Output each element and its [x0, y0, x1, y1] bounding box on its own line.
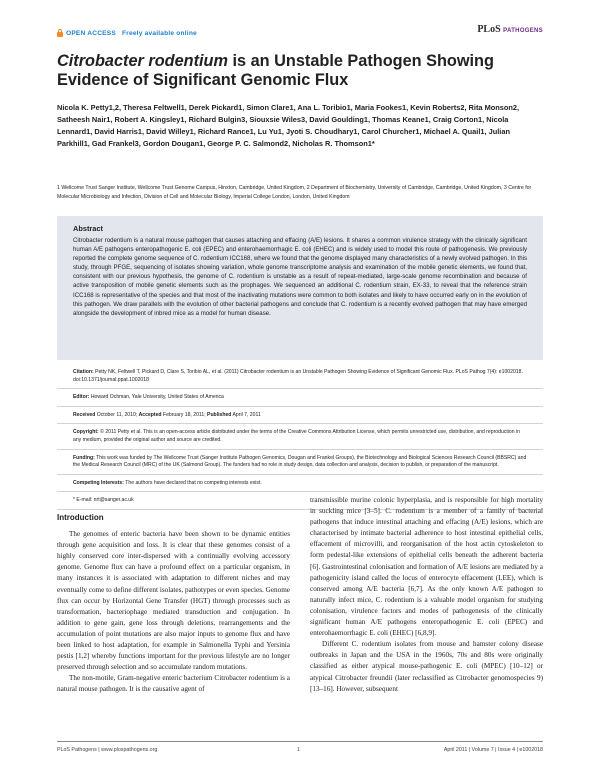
abstract-box [57, 216, 543, 360]
funding: Funding: This work was funded by The Wellcome Trust (Sanger Institute Pathogen Genomics, Dougan and Frankel Groups), the Biotechnology and Biological Sciences Research Council (BBSRC) and the Medical Research Council (MRC) of the UK (Salmond Group). The funders had no role in study design, data collection and analysis, decision to publish, or preparation of the manuscript. [57, 450, 543, 475]
left-column [57, 512, 290, 696]
footer-journal-url[interactable]: PLoS Pathogens | www.plospathogens.org [57, 747, 158, 753]
plos-logo-text: PLoS [477, 24, 501, 35]
paragraph: transmissible murine colonic hyperplasia, and is responsible for high mortality in suckling mice [3–5]. C. rodentium is a member of a family of bacterial pathogens that induce intestinal attaching and effacing (A/E) lesions, which are characterised by intimate bacterial adherence to host intestinal epithelial cells, effacement of microvilli, and reorganisation of the host actin cytoskeleton to form pedestal-like extensions of epithelial cells beneath the adherent bacteria [6]. Gastrointestinal colonisation and formation of A/E lesions are mediated by a pathogenicity island called the locus of enterocyte effacement (LEE), which is conserved among A/E bacteria [6,7]. As the only known A/E pathogen to naturally infect mice, C. rodentium is a valuable model organism for studying colonisation, virulence factors and modes of pathogenesis of the clinically significant human A/E pathogens enteropathogenic E. coli (EPEC) and enterohaemorrhagic E. coli (EHEC) [6,8,9]. [310, 496, 543, 638]
competing-interests: Competing Interests: The authors have declared that no competing interests exist. [57, 475, 543, 493]
citation: Citation: Petty NK, Feltwell T, Pickard D, Clare S, Toribio AL, et al. (2011) Citrobacter rodentium is an Unstable Pathogen Showing Evidence of Significant Genomic Flux. PLoS Pathog 7(4): e1002018. doi:10.1371/journal.ppat.1002018 [57, 364, 543, 389]
freely-available-label: Freely available online [121, 29, 197, 37]
title-rest: is an Unstable Pathogen Showing Evidence of Significant Genomic Flux [57, 52, 494, 89]
page-footer [57, 741, 543, 753]
abstract-text: Citrobacter rodentium is a natural mouse pathogen that causes attaching and effacing (A/E) lesions. It shares a common virulence strategy with the clinically significant human A/E pathogens enteropathogenic E. coli (EPEC) and enterohaemorrhagic E. coli (EHEC) and is widely used to model this route of pathogenesis. We previously reported the complete genome sequence of C. rodentium ICC168, where we found that the genome displayed many characteristics of a newly evolved pathogen. In this study, through PFGE, sequencing of isolates showing variation, whole genome transcriptome analysis and examination of the mobile genetic elements, we found that, consistent with our previous hypothesis, the genome of C. rodentium is unstable as a result of repeat-mediated, large-scale genome recombination and because of active transposition of mobile genetic elements such as the prophages. We sequenced an additional C. rodentium strain, EX-33, to reveal that the reference strain ICC168 is representative of the species and that most of the inactivating mutations were common to both isolates and likely to have occurred early on in the evolution of this pathogen. We draw parallels with the evolution of other bacterial pathogens and conclude that C. rodentium is a recently evolved pathogen that may have emerged alongside the development of inbred mice as a model for human disease. [73, 237, 527, 317]
paragraph: Different C. rodentium isolates from mouse and hamster colony disease outbreaks in Japan and the USA in the 1960s, 70s and 80s were originally classified as either atypical mouse-pathogenic E. coli (MPEC) [10–12] or atypical Citrobacter freundii (later reclassified as Citrobacter genomospecies 9) [13–16]. However, subsequent [310, 640, 543, 693]
copyright: Copyright: © 2011 Petty et al. This is an open-access article distributed under the terms of the Creative Commons Attribution License, which permits unrestricted use, distribution, and reproduction in any medium, provided the original author and source are credited. [57, 424, 543, 449]
pathogens-logo-text: PATHOGENS [503, 28, 543, 34]
abstract-heading: Abstract [73, 224, 103, 233]
footer-issue-info: April 2011 | Volume 7 | Issue 4 | e1002018 [443, 747, 543, 753]
author-list: Nicola K. Petty1,2, Theresa Feltwell1, Derek Pickard1, Simon Clare1, Ana L. Toribio1, Maria Fookes1, Kevin Roberts2, Rita Monson2, Satheesh Nair1, Robert A. Kingsley1, Richard Bulgin3, Siouxsie Wiles3, David Goulding1, Thomas Keane1, Craig Corton1, Nicola Lennard1, David Harris1, David Willey1, Richard Rance1, Lu Yu1, Jyoti S. Choudhary1, Carol Churcher1, Michael A. Quail1, Julian Parkhill1, Gad Frankel3, Gordon Dougan1, George P. C. Salmond2, Nicholas R. Thomson1* [57, 103, 520, 148]
section-heading-introduction: Introduction [57, 513, 104, 522]
article-metadata [57, 364, 543, 510]
journal-logo [477, 24, 543, 35]
open-access-banner [57, 29, 197, 37]
title-species: Citrobacter rodentium [57, 52, 228, 70]
paragraph: The non-motile, Gram-negative enteric bacterium Citrobacter rodentium is a natural mouse pathogen. It is the causative agent of [57, 674, 290, 694]
paragraph: The genomes of enteric bacteria have been shown to be dynamic entities through gene acquisition and loss. It is clear that these genomes consist of a highly conserved core inter-dispersed with a continually evolving accessory genome. Genome flux can have a profound effect on a particular organism, in many instances it is associated with adaptation to different niches and may eventually come to define different isolates, pathotypes or even species. Genome flux can occur by Horizontal Gene Transfer (HGT) through processes such as transformation, bacteriophage mediated transduction and conjugation. In addition to gene gain, gene loss through deletions, rearrangements and the accumulation of point mutations are also major inputs to genome flux and have been linked to host adaptation, for example in Salmonella Typhi and Yersinia pestis [1,2] whereby functions important for the previous lifestyle are no longer preserved through selection and so accumulate random mutations. [57, 530, 290, 672]
article-title [57, 52, 527, 90]
editor: Editor: Howard Ochman, Yale University, United States of America [57, 389, 543, 407]
open-access-label: OPEN ACCESS [66, 29, 116, 37]
affiliations: 1 Wellcome Trust Sanger Institute, Wellcome Trust Genome Campus, Hinxton, Cambridge, United Kingdom, 2 Department of Biochemistry, University of Cambridge, Cambridge, United Kingdom, 3 Centre for Molecular Microbiology and Infection, Division of Cell and Molecular Biology, Imperial College London, London, United Kingdom [57, 185, 532, 200]
open-lock-icon [57, 29, 63, 37]
right-column [310, 495, 543, 695]
dates: Received October 11, 2010; Accepted February 18, 2011; Published April 7, 2011 [57, 407, 543, 425]
page-number: 1 [297, 747, 300, 753]
email: * E-mail: nrt@sanger.ac.uk [57, 492, 543, 510]
